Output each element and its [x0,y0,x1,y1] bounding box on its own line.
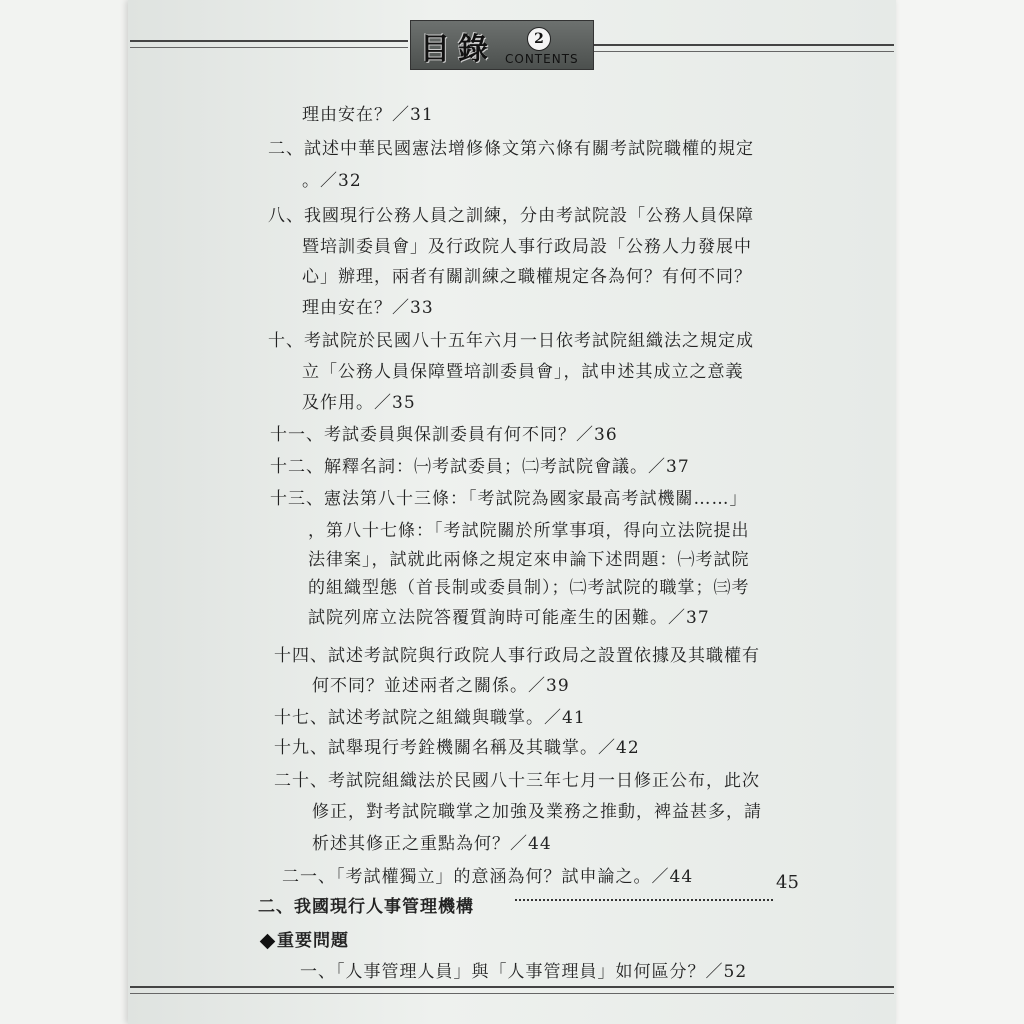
toc-line: 二、試述中華民國憲法增修條文第六條有關考試院職權的規定 [268,139,754,159]
toc-line: 何不同？並述兩者之關係。／39 [312,676,570,696]
toc-line: 十四、試述考試院與行政院人事行政局之設置依據及其職權有 [274,646,760,666]
toc-line: 及作用。／35 [302,393,416,413]
footer-rule [130,986,894,994]
section-page-number: 45 [776,872,799,893]
toc-line: 二一、「考試權獨立」的意涵為何？試申論之。／44 [282,867,694,887]
subsection-title: 重要問題 [277,931,349,951]
toc-line: 理由安在？／33 [302,298,434,318]
background-left [0,0,128,1024]
toc-line: 十一、考試委員與保訓委員有何不同？／36 [270,425,618,445]
toc-line: 心」辦理，兩者有關訓練之職權規定各為何？有何不同？ [302,267,752,287]
header-rule-left [130,40,408,48]
toc-line: 理由安在？／31 [302,105,434,125]
toc-line: 試院列席立法院答覆質詢時可能產生的困難。／37 [308,608,710,628]
toc-line: 。／32 [302,171,362,191]
background-right [896,0,1024,1024]
toc-line: 十三、憲法第八十三條：「考試院為國家最高考試機關……」 [270,489,748,509]
toc-line: 十、考試院於民國八十五年六月一日依考試院組織法之規定成 [268,331,754,351]
toc-line: 法律案」，試就此兩條之規定來申論下述問題：㈠考試院 [308,550,750,570]
toc-line: 一、「人事管理人員」與「人事管理員」如何區分？／52 [300,962,748,982]
toc-line: 十二、解釋名詞：㈠考試委員；㈡考試院會議。／37 [270,457,690,477]
toc-line: 十九、試舉現行考銓機關名稱及其職掌。／42 [274,738,640,758]
chapter-number-badge: 2 [527,27,551,51]
diamond-square-icon [260,934,276,950]
toc-line: 修正，對考試院職掌之加強及業務之推動，裨益甚多，請 [312,802,762,822]
toc-line: 暨培訓委員會」及行政院人事行政局設「公務人力發展中 [302,237,752,257]
toc-line: 二十、考試院組織法於民國八十三年七月一日修正公布，此次 [274,771,760,791]
toc-line: ，第八十七條：「考試院關於所掌事項，得向立法院提出 [308,521,750,541]
leader-dots [515,897,773,901]
toc-line: 十七、試述考試院之組織與職掌。／41 [274,708,586,728]
toc-line: 的組織型態（首長制或委員制）；㈡考試院的職掌；㈢考 [308,578,750,598]
page-title: 目錄 [420,32,496,67]
toc-line: 八、我國現行公務人員之訓練，分由考試院設「公務人員保障 [268,206,754,226]
toc-line: 立「公務人員保障暨培訓委員會」，試申述其成立之意義 [302,362,744,382]
section-title: 二、我國現行人事管理機構 [258,897,474,917]
subsection-heading [262,926,349,951]
page-subtitle: CONTENTS [505,52,579,66]
toc-line: 析述其修正之重點為何？／44 [312,834,552,854]
header-rule-right [594,44,894,52]
